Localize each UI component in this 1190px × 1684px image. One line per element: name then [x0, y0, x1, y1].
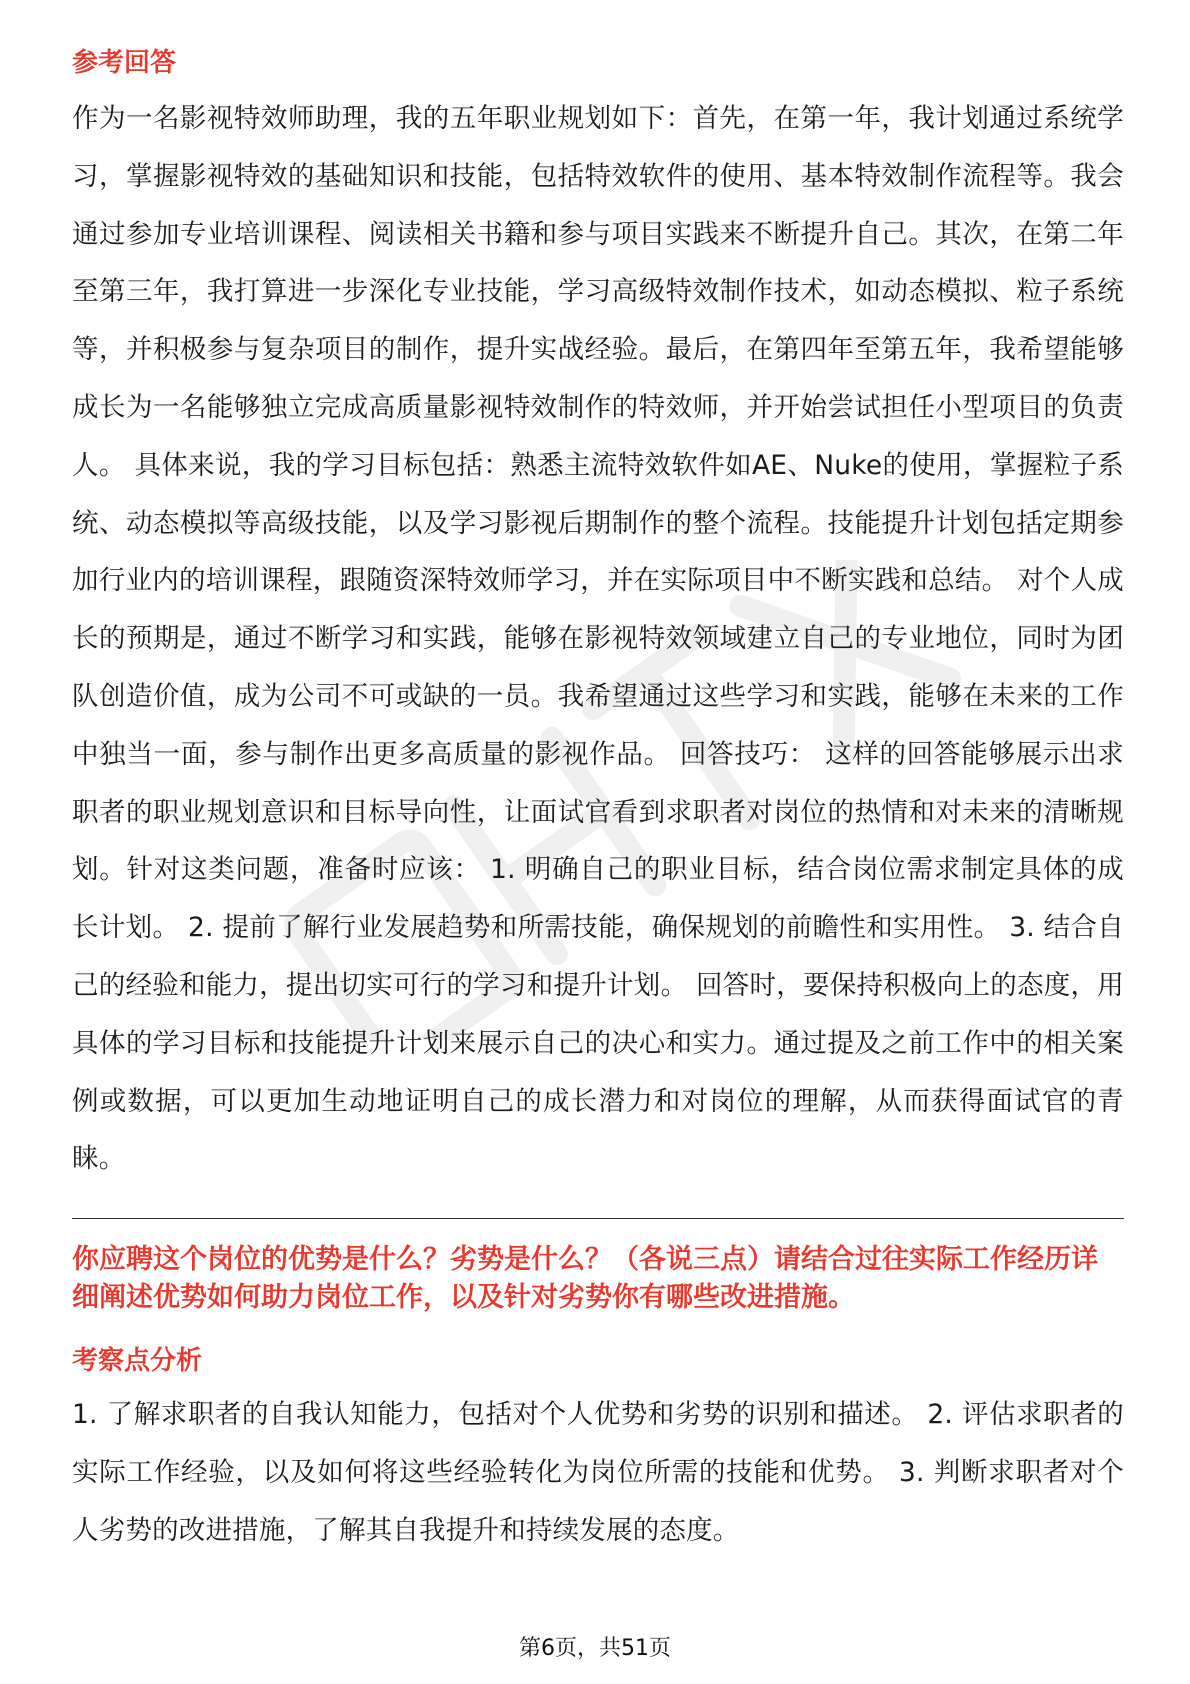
reference-answer-heading: 参考回答 — [72, 48, 177, 78]
reference-answer-section — [72, 44, 1124, 1188]
reference-answer-text: 作为一名影视特效师助理，我的五年职业规划如下：首先，在第一年，我计划通过系统学习，掌握影视特效的基础知识和技能，包括特效软件的使用、基本特效制作流程等。我会通过参加专业培训课程、阅读相关书籍和参与项目实践来不断提升自己。其次，在第二年至第三年，我打算进一步深化专业技能，学习高级特效制作技术，如动态模拟、粒子系统等，并积极参与复杂项目的制作，提升实战经验。最后，在第四年至第五年，我希望能够成长为一名能够独立完成高质量影视特效制作的特效师，并开始尝试担任小型项目的负责人。 具体来说，我的学习目标包括：熟悉主流特效软件如AE、Nuke的使用，掌握粒子系统、动态模拟等高级技能，以及学习影视后期制作的整个流程。技能提升计划包括定期参加行业内的培训课程，跟随资深特效师学习，并在实际项目中不断实践和总结。 对个人成长的预期是，通过不断学习和实践，能够在影视特效领域建立自己的专业地位，同时为团队创造价值，成为公司不可或缺的一员。我希望通过这些学习和实践，能够在未来的工作中独当一面，参与制作出更多高质量的影视作品。 回答技巧： 这样的回答能够展示出求职者的职业规划意识和目标导向性，让面试官看到求职者对岗位的热情和对未来的清晰规划。针对这类问题，准备时应该： 1. 明确自己的职业目标，结合岗位需求制定具体的成长计划。 2. 提前了解行业发展趋势和所需技能，确保规划的前瞻性和实用性。 3. 结合自己的经验和能力，提出切实可行的学习和提升计划。 回答时，要保持积极向上的态度，用具体的学习目标和技能提升计划来展示自己的决心和实力。通过提及之前工作中的相关案例或数据，可以更加生动地证明自己的成长潜力和对岗位的理解，从而获得面试官的青睐。 — [72, 103, 1124, 1175]
page-content — [72, 44, 1124, 1560]
page-number: 第6页，共51页 — [519, 1636, 671, 1661]
analysis-text: 1. 了解求职者的自我认知能力，包括对个人优势和劣势的识别和描述。 2. 评估求职者的实际工作经验，以及如何将这些经验转化为岗位所需的技能和优势。 3. 判断求职者对个人劣势的改进措施，了解其自我提升和持续发展的态度。 — [72, 1399, 1124, 1546]
analysis-heading: 考察点分析 — [72, 1346, 203, 1377]
interview-question: 你应聘这个岗位的优势是什么？劣势是什么？（各说三点）请结合过往实际工作经历详细阐述优势如何助力岗位工作，以及针对劣势你有哪些改进措施。 — [72, 1244, 1098, 1314]
section-divider — [72, 1218, 1124, 1219]
analysis-section — [72, 1342, 1124, 1559]
